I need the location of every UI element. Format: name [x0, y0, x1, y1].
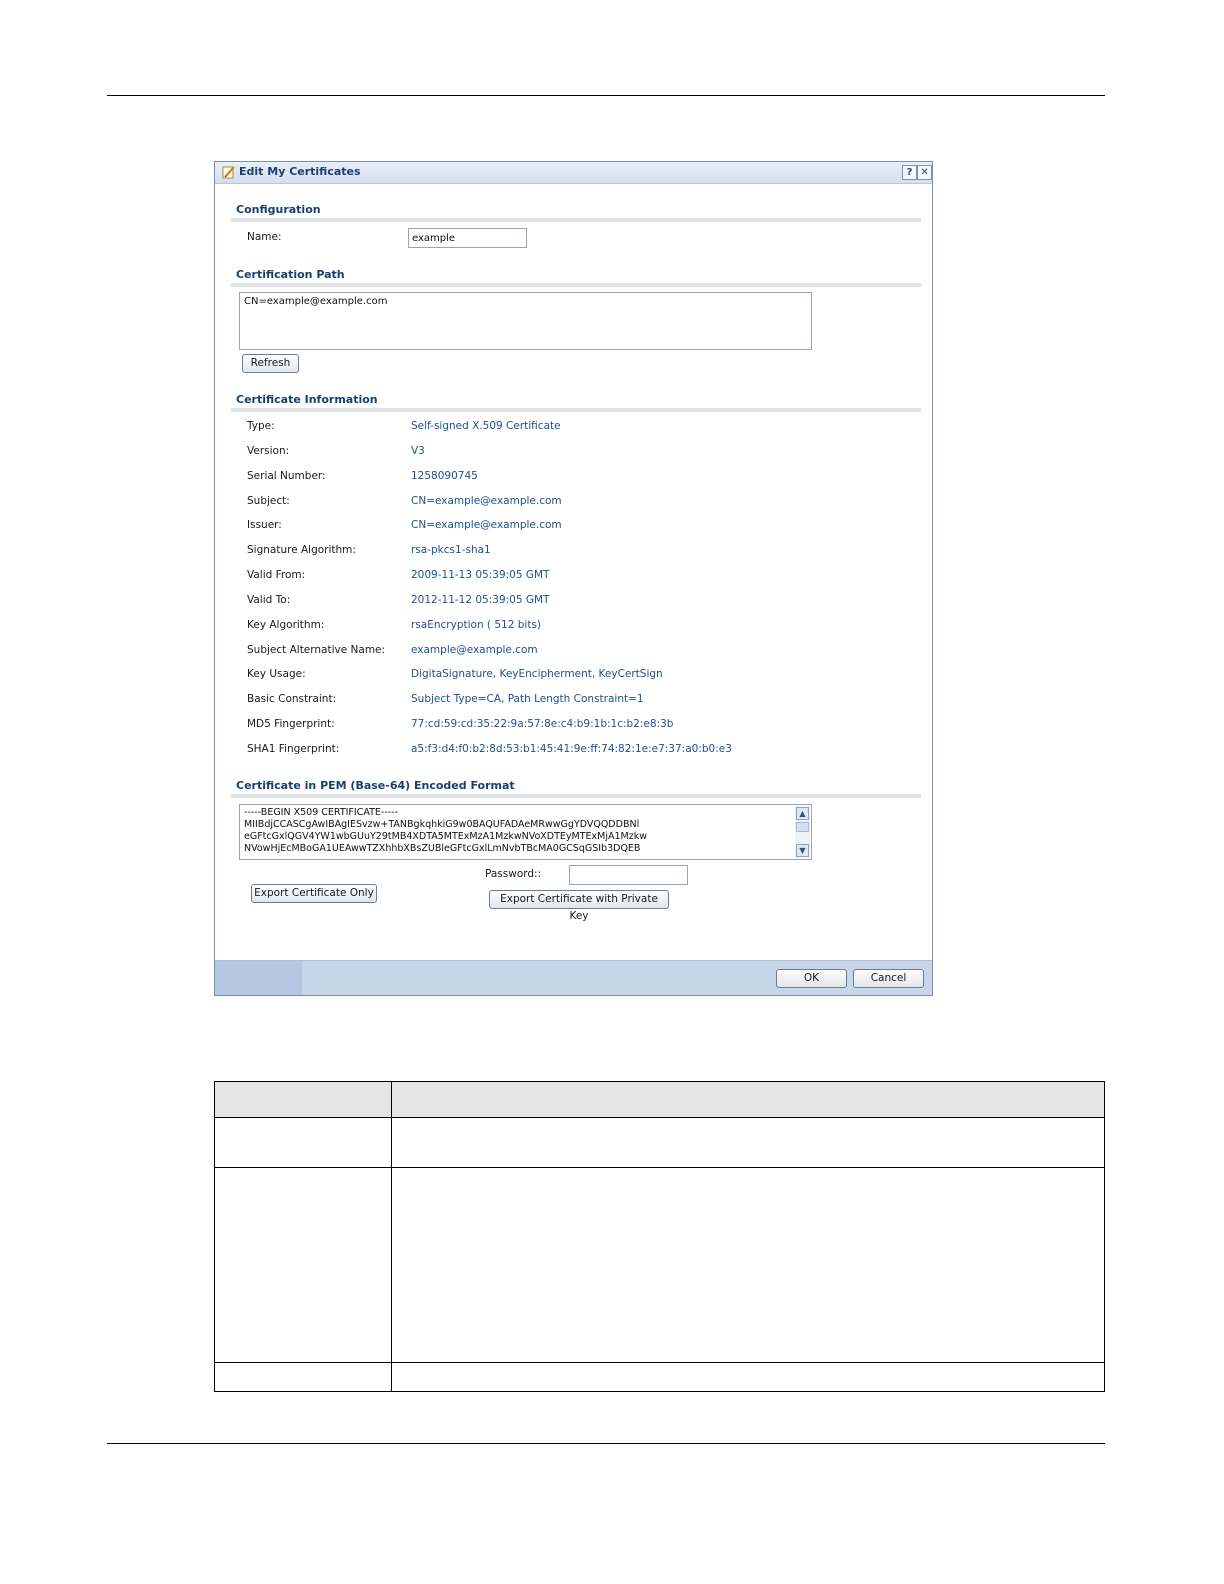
- signature-algorithm-label: Signature Algorithm:: [247, 544, 356, 556]
- password-input[interactable]: [569, 865, 688, 885]
- pem-section-rule: [231, 794, 921, 798]
- certification-path-entry[interactable]: CN=example@example.com: [244, 296, 388, 307]
- ok-button[interactable]: OK: [776, 969, 847, 988]
- description-table: [214, 1081, 1105, 1392]
- basic-constraint-value: Subject Type=CA, Path Length Constraint=1: [411, 693, 644, 705]
- key-algorithm-label: Key Algorithm:: [247, 619, 325, 631]
- pem-scrollbar[interactable]: [795, 806, 810, 858]
- md5-fingerprint-label: MD5 Fingerprint:: [247, 718, 335, 730]
- scroll-up-icon[interactable]: ▲: [796, 807, 809, 820]
- type-label: Type:: [247, 420, 275, 432]
- subject-label: Subject:: [247, 495, 290, 507]
- pem-section-title: Certificate in PEM (Base-64) Encoded Format: [236, 779, 515, 792]
- valid-to-label: Valid To:: [247, 594, 291, 606]
- certificate-information-section-title: Certificate Information: [236, 393, 378, 406]
- version-label: Version:: [247, 445, 290, 457]
- pem-line: NVowHjEcMBoGA1UEAwwTZXhhbXBsZUBleGFtcGxlLmNvbTBcMA0GCSqGSIb3DQEB: [244, 843, 641, 854]
- table-header: [215, 1082, 1104, 1118]
- footer-left-panel: [215, 961, 302, 995]
- table-column-divider: [391, 1082, 392, 1391]
- version-value: V3: [411, 445, 425, 457]
- refresh-button[interactable]: Refresh: [242, 354, 299, 373]
- dialog-footer: [215, 960, 932, 995]
- close-button[interactable]: ✕: [917, 165, 932, 180]
- md5-fingerprint-value: 77:cd:59:cd:35:22:9a:57:8e:c4:b9:1b:1c:b2:e8:3b: [411, 718, 674, 730]
- subject-alternative-name-label: Subject Alternative Name:: [247, 644, 386, 656]
- sha1-fingerprint-value: a5:f3:d4:f0:b2:8d:53:b1:45:41:9e:ff:74:82:1e:e7:37:a0:b0:e3: [411, 743, 732, 755]
- dialog-titlebar: [215, 162, 932, 184]
- dialog-title: Edit My Certificates: [239, 165, 361, 178]
- pem-line: eGFtcGxlQGV4YW1wbGUuY29tMB4XDTA5MTExMzA1MzkwNVoXDTEyMTExMjA1Mzkw: [244, 831, 647, 842]
- pem-line: MIIBdjCCASCgAwIBAgIESvzw+TANBgkqhkiG9w0BAQUFADAeMRwwGgYDVQQDDBNl: [244, 819, 640, 830]
- cancel-button[interactable]: Cancel: [853, 969, 924, 988]
- edit-pencil-icon: [222, 165, 236, 179]
- pem-line: -----BEGIN X509 CERTIFICATE-----: [244, 807, 399, 818]
- table-row-divider: [215, 1362, 1104, 1363]
- name-input[interactable]: [408, 228, 527, 248]
- name-label: Name:: [247, 231, 282, 243]
- scroll-down-icon[interactable]: ▼: [796, 844, 809, 857]
- valid-from-label: Valid From:: [247, 569, 306, 581]
- serial-number-value: 1258090745: [411, 470, 478, 482]
- valid-from-value: 2009-11-13 05:39:05 GMT: [411, 569, 550, 581]
- scroll-thumb[interactable]: [796, 822, 809, 832]
- certification-path-box[interactable]: [239, 292, 812, 350]
- subject-value: CN=example@example.com: [411, 495, 562, 507]
- signature-algorithm-value: rsa-pkcs1-sha1: [411, 544, 491, 556]
- basic-constraint-label: Basic Constraint:: [247, 693, 337, 705]
- table-row-divider: [215, 1167, 1104, 1168]
- help-button[interactable]: ?: [902, 165, 917, 180]
- export-certificate-with-private-key-button[interactable]: Export Certificate with Private Key: [489, 890, 669, 909]
- edit-my-certificates-dialog: [214, 161, 933, 996]
- subject-alternative-name-value: example@example.com: [411, 644, 538, 656]
- issuer-value: CN=example@example.com: [411, 519, 562, 531]
- certification-path-section-rule: [231, 283, 921, 287]
- page-bottom-rule: [107, 1443, 1105, 1444]
- key-usage-label: Key Usage:: [247, 668, 306, 680]
- certificate-information-section-rule: [231, 408, 921, 412]
- export-certificate-only-button[interactable]: Export Certificate Only: [251, 884, 377, 903]
- configuration-section-title: Configuration: [236, 203, 321, 216]
- sha1-fingerprint-label: SHA1 Fingerprint:: [247, 743, 340, 755]
- page-top-rule: [107, 95, 1105, 96]
- key-usage-value: DigitaSignature, KeyEncipherment, KeyCertSign: [411, 668, 663, 680]
- issuer-label: Issuer:: [247, 519, 282, 531]
- configuration-section-rule: [231, 218, 921, 222]
- pem-textarea[interactable]: [239, 804, 812, 860]
- key-algorithm-value: rsaEncryption ( 512 bits): [411, 619, 542, 631]
- serial-number-label: Serial Number:: [247, 470, 326, 482]
- password-label: Password::: [485, 868, 542, 880]
- valid-to-value: 2012-11-12 05:39:05 GMT: [411, 594, 550, 606]
- type-value: Self-signed X.509 Certificate: [411, 420, 561, 432]
- certification-path-section-title: Certification Path: [236, 268, 345, 281]
